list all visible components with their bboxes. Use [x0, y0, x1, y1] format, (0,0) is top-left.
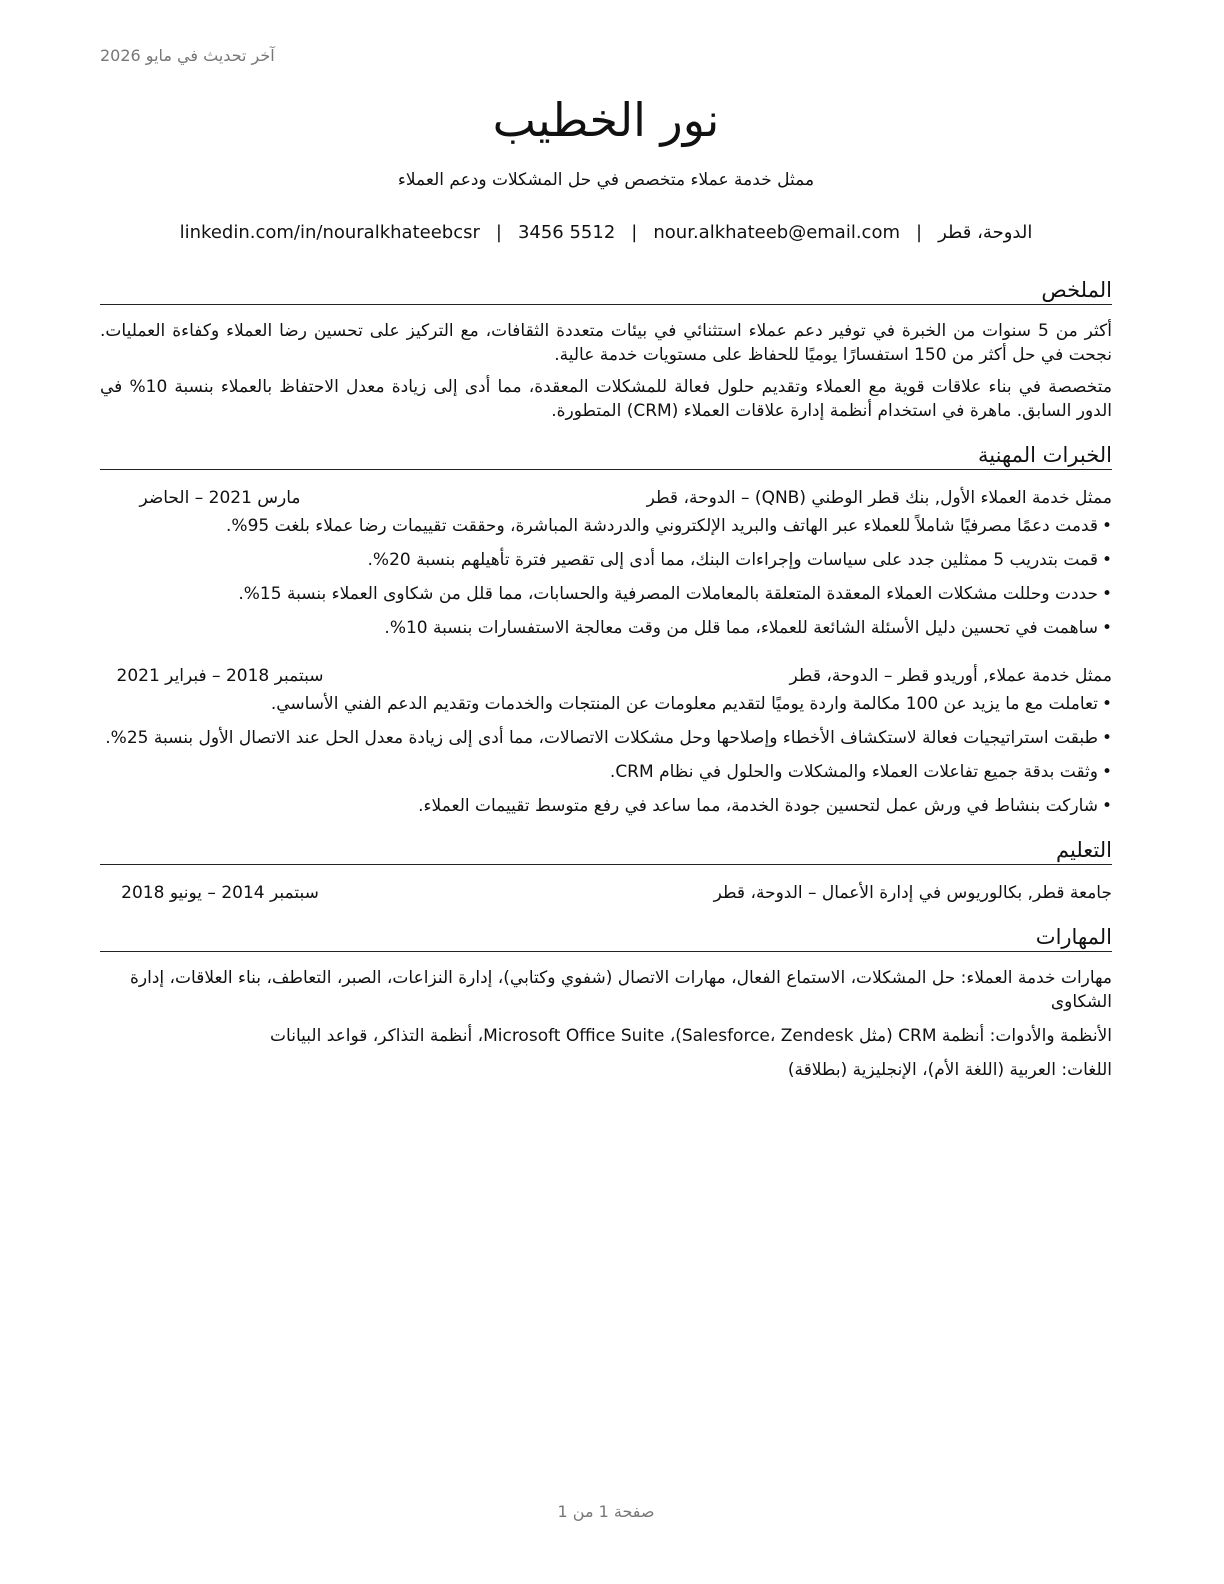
contact-separator: |	[631, 222, 638, 243]
job-heading: ممثل خدمة عملاء, أوريدو قطر – الدوحة، قطر	[789, 666, 1112, 686]
job-bullets	[100, 514, 1112, 640]
job-entry	[100, 664, 1112, 818]
education-title: التعليم	[100, 836, 1112, 865]
job-dates: سبتمبر 2018 – فبراير 2021	[116, 666, 324, 686]
experience-title: الخبرات المهنية	[100, 441, 1112, 470]
job-bullet: • ساهمت في تحسين دليل الأسئلة الشائعة للعملاء، مما قلل من وقت معالجة الاستفسارات بنسبة 10%.	[100, 616, 1112, 640]
job-bullets	[100, 692, 1112, 818]
tagline: ممثل خدمة عملاء متخصص في حل المشكلات ودعم العملاء	[397, 170, 815, 190]
skills-line: مهارات خدمة العملاء: حل المشكلات، الاستماع الفعال، مهارات الاتصال (شفوي وكتابي)، إدارة النزاعات، الصبر، التعاطف، بناء العلاقات، إدارة الشكاوى	[130, 968, 1112, 1012]
summary-section	[100, 276, 1112, 423]
education-dates: سبتمبر 2014 – يونيو 2018	[121, 883, 319, 903]
job-header	[100, 664, 1112, 688]
education-heading: جامعة قطر, بكالوريوس في إدارة الأعمال – الدوحة، قطر	[713, 883, 1112, 903]
contact-phone[interactable]: 3456 5512	[517, 222, 616, 243]
last-updated: آخر تحديث في مايو 2026	[100, 46, 275, 65]
job-bullet: • وثقت بدقة جميع تفاعلات العملاء والمشكلات والحلول في نظام CRM.	[100, 760, 1112, 784]
job-entry	[100, 486, 1112, 640]
skills-title: المهارات	[100, 923, 1112, 952]
contact-line	[100, 222, 1112, 243]
job-header	[100, 486, 1112, 510]
education-entry	[100, 881, 1112, 905]
resume-page	[100, 0, 1112, 1584]
contact-linkedin[interactable]: linkedin.com/in/nouralkhateebcsr	[179, 222, 480, 243]
job-bullet: • طبقت استراتيجيات فعالة لاستكشاف الأخطاء وإصلاحها وحل مشكلات الاتصالات، مما أدى إلى زيادة معدل الحل عند الاتصال الأول بنسبة 25%.	[100, 726, 1112, 750]
contact-email[interactable]: nour.alkhateeb@email.com	[653, 222, 901, 243]
job-heading: ممثل خدمة العملاء الأول, بنك قطر الوطني (QNB) – الدوحة، قطر	[646, 488, 1112, 508]
summary-paragraph: أكثر من 5 سنوات من الخبرة في توفير دعم عملاء استثنائي في بيئات متعددة الثقافات، مع التركيز على تحسين رضا العملاء وكفاءة العمليات. نجحت في حل أكثر من 150 استفسارًا يوميًا للحفاظ على مستويات خدمة عالية.	[100, 321, 1112, 365]
summary-paragraph: متخصصة في بناء علاقات قوية مع العملاء وتقديم حلول فعالة للمشكلات المعقدة، مما أدى إلى زيادة معدل الاحتفاظ بالعملاء بنسبة 10% في الدور السابق. ماهرة في استخدام أنظمة إدارة علاقات العملاء (CRM) المتطورة.	[100, 377, 1113, 421]
person-name: نور الخطيب	[492, 93, 720, 147]
contact-location: الدوحة، قطر	[938, 222, 1033, 243]
education-section	[100, 836, 1112, 905]
job-dates: مارس 2021 – الحاضر	[139, 488, 301, 508]
page-number: صفحة 1 من 1	[557, 1502, 655, 1521]
skills-line: الأنظمة والأدوات: أنظمة CRM (مثل Salesforce، Zendesk)، Microsoft Office Suite، أنظمة التذاكر، قواعد البيانات	[270, 1026, 1112, 1046]
contact-separator: |	[916, 222, 923, 243]
job-bullet: • قدمت دعمًا مصرفيًا شاملاً للعملاء عبر الهاتف والبريد الإلكتروني والدردشة المباشرة، وحققت تقييمات رضا عملاء بلغت 95%.	[100, 514, 1112, 538]
job-bullet: • تعاملت مع ما يزيد عن 100 مكالمة واردة يوميًا لتقديم معلومات عن المنتجات والخدمات وتقديم الدعم الفني الأساسي.	[100, 692, 1112, 716]
experience-section	[100, 441, 1112, 818]
skills-section	[100, 923, 1112, 1082]
skills-line: اللغات: العربية (اللغة الأم)، الإنجليزية (بطلاقة)	[787, 1060, 1112, 1080]
job-bullet: • حددت وحللت مشكلات العملاء المعقدة المتعلقة بالمعاملات المصرفية والحسابات، مما قلل من شكاوى العملاء بنسبة 15%.	[100, 582, 1112, 606]
job-bullet: • قمت بتدريب 5 ممثلين جدد على سياسات وإجراءات البنك، مما أدى إلى تقصير فترة تأهيلهم بنسبة 20%.	[100, 548, 1112, 572]
resume-content	[100, 276, 1112, 1082]
contact-separator: |	[495, 222, 502, 243]
summary-title: الملخص	[100, 276, 1112, 305]
job-bullet: • شاركت بنشاط في ورش عمل لتحسين جودة الخدمة، مما ساعد في رفع متوسط تقييمات العملاء.	[100, 794, 1112, 818]
